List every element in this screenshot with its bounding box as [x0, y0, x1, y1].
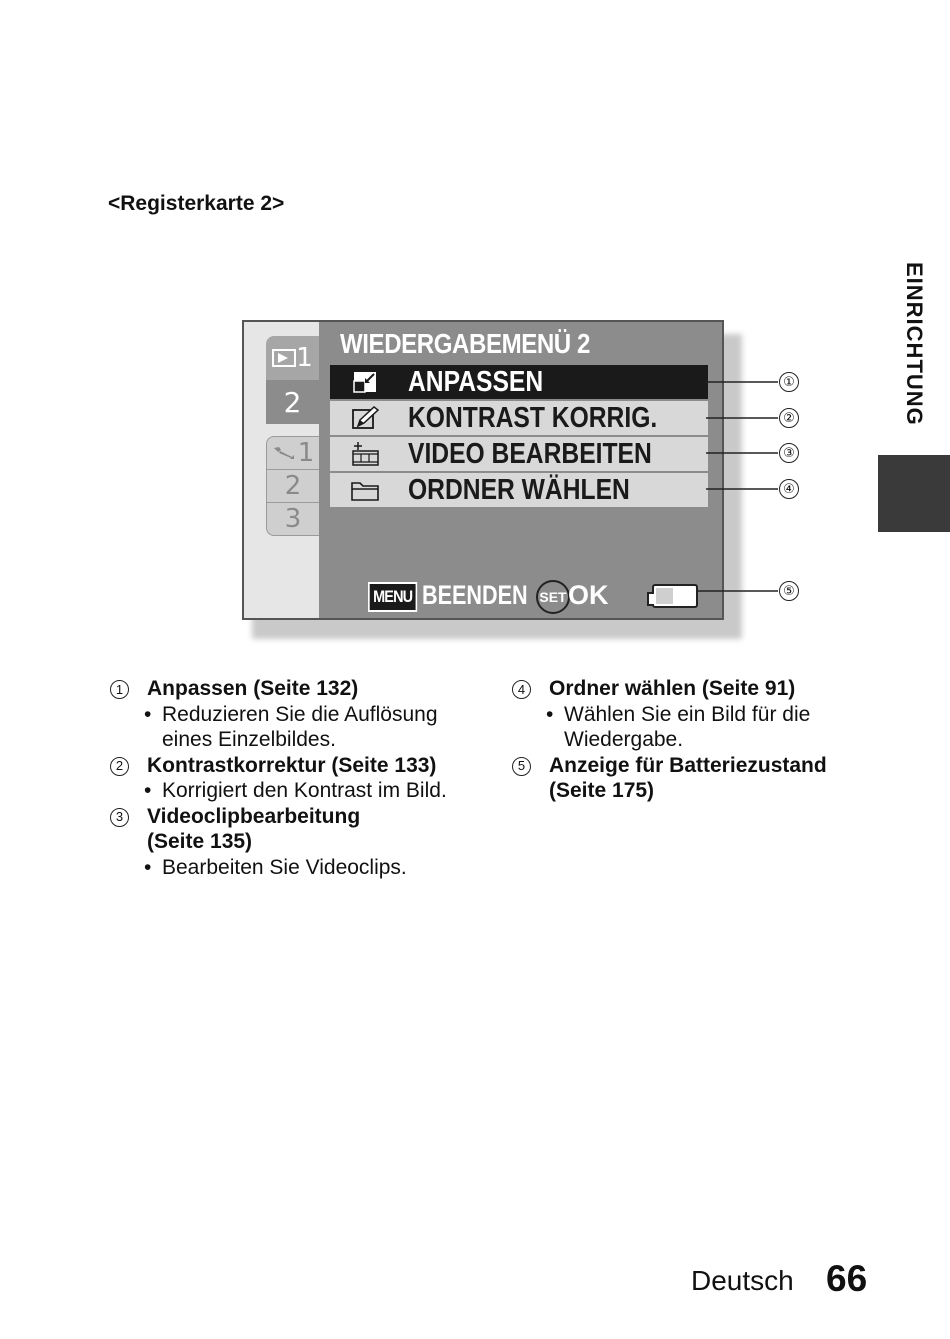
callout-5: ⑤	[779, 581, 799, 601]
tab-playback-1-number: 1	[296, 343, 313, 373]
chapter-side-label: EINRICHTUNG	[902, 262, 927, 426]
tab-playback-2-number: 2	[283, 385, 302, 419]
callout-4: ④	[779, 479, 799, 499]
description-list-right	[512, 676, 862, 804]
menu-item-contrast-label: KONTRAST KORRIG.	[408, 402, 658, 434]
page-language: Deutsch	[691, 1265, 794, 1296]
entry-title: Anzeige für Batteriezustand (Seite 175)	[549, 753, 827, 802]
entry-title: Videoclipbearbeitung (Seite 135)	[147, 804, 361, 853]
description-entry	[110, 753, 480, 804]
entry-bullet: • Reduzieren Sie die Auflösung eines Einzelbildes.	[144, 702, 480, 753]
tab-setup-2-number: 2	[284, 471, 302, 501]
description-entry	[512, 753, 862, 804]
menu-item-resize-label: ANPASSEN	[408, 366, 544, 398]
page-number: 66	[826, 1258, 868, 1299]
entry-title: Kontrastkorrektur (Seite 133)	[147, 753, 437, 777]
set-button-hint[interactable]: SET	[536, 580, 570, 614]
description-entry	[512, 676, 862, 753]
callout-1: ①	[779, 372, 799, 392]
description-entry	[110, 676, 480, 753]
ok-label: OK	[568, 580, 609, 610]
section-heading: <Registerkarte 2>	[108, 192, 285, 215]
callout-2: ②	[779, 408, 799, 428]
menu-title: WIEDERGABEMENÜ 2	[340, 328, 591, 359]
entry-number: 1	[110, 680, 129, 699]
tab-setup-3-number: 3	[284, 504, 302, 534]
menu-button-hint[interactable]: MENU	[368, 582, 417, 612]
menu-item-select-folder-label: ORDNER WÄHLEN	[408, 474, 630, 506]
entry-title: Anpassen (Seite 132)	[147, 677, 359, 700]
description-entry	[110, 804, 480, 881]
callout-3: ③	[779, 443, 799, 463]
entry-bullet: • Korrigiert den Kontrast im Bild.	[144, 778, 480, 804]
entry-number: 4	[512, 680, 531, 699]
menu-item-video-edit-label: VIDEO BEARBEITEN	[408, 438, 652, 470]
entry-number: 5	[512, 757, 531, 776]
description-list-left	[110, 676, 480, 880]
entry-title: Ordner wählen (Seite 91)	[549, 677, 796, 700]
tab-setup-1-number: 1	[297, 438, 315, 468]
entry-bullet: • Bearbeiten Sie Videoclips.	[144, 855, 480, 881]
entry-bullet: • Wählen Sie ein Bild für die Wiedergabe.	[546, 702, 829, 753]
entry-number: 3	[110, 808, 129, 827]
exit-label: BEENDEN	[422, 580, 528, 610]
entry-number: 2	[110, 757, 129, 776]
